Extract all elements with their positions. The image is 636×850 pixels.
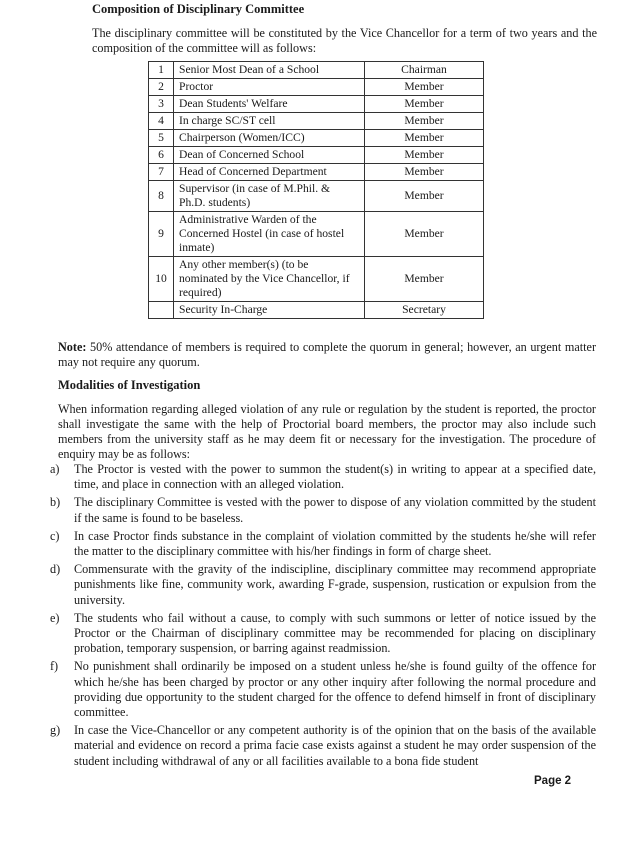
- intro-paragraph: The disciplinary committee will be constituted by the Vice Chancellor for a term of two years and the composition of the committee will as follows:: [92, 26, 597, 55]
- procedure-list: [50, 462, 596, 772]
- page-number: Page 2: [534, 775, 572, 787]
- procedure-marker: d): [50, 562, 61, 577]
- committee-row-position: Member: [365, 257, 484, 302]
- committee-row-number: 1: [149, 62, 174, 79]
- procedure-item: [50, 611, 596, 657]
- committee-row: [149, 164, 484, 181]
- procedure-marker: c): [50, 528, 60, 543]
- note-text: 50% attendance of members is required to complete the quorum in general; however, an urgent matter may not require any quorum.: [58, 340, 597, 369]
- procedure-item: [50, 529, 596, 559]
- committee-table-body: [149, 62, 484, 319]
- committee-row-number: 5: [149, 130, 174, 147]
- procedure-marker: a): [50, 462, 60, 476]
- committee-row-position: Member: [365, 181, 484, 212]
- procedure-text: In case Proctor finds substance in the complaint of violation committed by the students he/she will refer the matter to the disciplinary committee with his/her findings in form of charge sheet.: [74, 528, 596, 559]
- committee-row: [149, 130, 484, 147]
- committee-row-position: Member: [365, 113, 484, 130]
- procedure-marker: f): [50, 659, 59, 674]
- committee-row: [149, 147, 484, 164]
- committee-row: [149, 302, 484, 319]
- committee-row-role: Security In-Charge: [174, 302, 365, 319]
- committee-row-role: Any other member(s) (to be nominated by the Vice Chancellor, if required): [174, 257, 365, 302]
- procedure-item: [50, 462, 596, 492]
- committee-row-position: Secretary: [365, 302, 484, 319]
- committee-row: [149, 113, 484, 130]
- committee-row-number: 8: [149, 181, 174, 212]
- procedure-text: The students who fail without a cause, to comply with such summons or letter of notice issued by the Proctor or the Chairman of disciplinary committee may be recommended for placing on disciplinary probation, temporary suspension, or barring against readmission.: [74, 610, 596, 656]
- committee-row-role: Proctor: [174, 79, 365, 96]
- committee-row: [149, 96, 484, 113]
- procedure-text: The Proctor is vested with the power to summon the student(s) in writing to appear at a specified date, time, and place in connection with an alleged violation.: [74, 462, 596, 492]
- procedure-text: In case the Vice-Chancellor or any competent authority is of the opinion that on the basis of the available material and evidence on record a prima facie case exists against a student he may order suspension of the student including withdrawal of any or all facilities available to a bona fide student: [74, 723, 596, 768]
- procedure-item: [50, 562, 596, 608]
- procedure-item: [50, 495, 596, 525]
- committee-row: [149, 79, 484, 96]
- committee-row-number: 4: [149, 113, 174, 130]
- procedure-marker: e): [50, 610, 60, 625]
- committee-row-role: Dean Students' Welfare: [174, 96, 365, 113]
- committee-row-number: 7: [149, 164, 174, 181]
- section-heading: Composition of Disciplinary Committee: [92, 2, 305, 16]
- committee-row-number: 9: [149, 212, 174, 257]
- committee-row: [149, 181, 484, 212]
- committee-table: [148, 61, 484, 319]
- committee-row-position: Member: [365, 164, 484, 181]
- procedure-text: The disciplinary Committee is vested with the power to dispose of any violation committed by the student if the same is found to be baseless.: [74, 495, 596, 525]
- committee-row-role: In charge SC/ST cell: [174, 113, 365, 130]
- committee-row-role: Chairperson (Women/ICC): [174, 130, 365, 147]
- committee-row-position: Member: [365, 212, 484, 257]
- note-label: Note:: [58, 340, 87, 354]
- committee-row-role: Dean of Concerned School: [174, 147, 365, 164]
- procedure-item: [50, 723, 596, 769]
- modalities-intro: When information regarding alleged violation of any rule or regulation by the student is reported, the proctor shall investigate the same with the help of Proctorial board members, the proctor may also include such members from the university staff as he may deem fit or necessary for the investigation. The procedure of enquiry may be as follows:: [58, 402, 596, 461]
- committee-row-position: Member: [365, 130, 484, 147]
- committee-row-number: 6: [149, 147, 174, 164]
- committee-row: [149, 212, 484, 257]
- committee-row-position: Member: [365, 96, 484, 113]
- committee-row-position: Chairman: [365, 62, 484, 79]
- note-paragraph: [58, 340, 596, 370]
- procedure-text: Commensurate with the gravity of the indiscipline, disciplinary committee may recommend appropriate punishments like fine, community work, awarding F-grade, suspension, rustication or expulsion from the university.: [74, 562, 596, 607]
- committee-row-position: Member: [365, 79, 484, 96]
- committee-row-number: 3: [149, 96, 174, 113]
- committee-row-number: 10: [149, 257, 174, 302]
- committee-row-role: Head of Concerned Department: [174, 164, 365, 181]
- procedure-marker: b): [50, 495, 61, 510]
- procedure-marker: g): [50, 723, 61, 738]
- committee-row: [149, 62, 484, 79]
- committee-row-role: Supervisor (in case of M.Phil. & Ph.D. students): [174, 181, 365, 212]
- modalities-heading: Modalities of Investigation: [58, 378, 201, 392]
- committee-row-role: Senior Most Dean of a School: [174, 62, 365, 79]
- procedure-item: [50, 659, 596, 720]
- procedure-text: No punishment shall ordinarily be imposed on a student unless he/she is found guilty of the offence for which he/she has been charged by proctor or any other inquiry after following the normal procedure and providing due opportunity to the student charged for the offence to defend himself in front of disciplinary committee.: [74, 659, 596, 720]
- committee-row: [149, 257, 484, 302]
- committee-row-position: Member: [365, 147, 484, 164]
- committee-row-role: Administrative Warden of the Concerned Hostel (in case of hostel inmate): [174, 212, 365, 257]
- committee-row-number: 2: [149, 79, 174, 96]
- committee-row-number: [149, 302, 174, 319]
